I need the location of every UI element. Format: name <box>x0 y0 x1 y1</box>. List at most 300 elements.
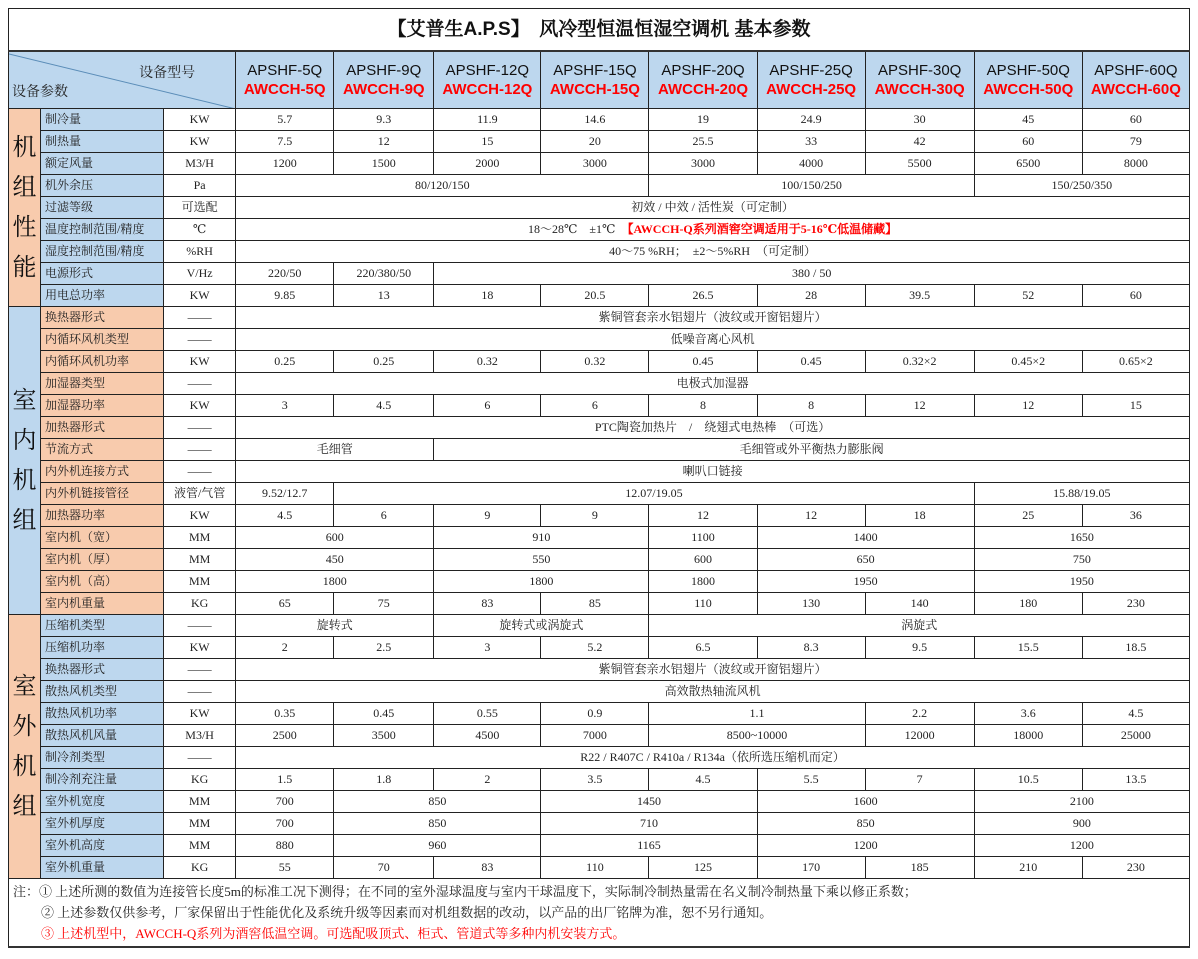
model-label: 设备型号 <box>139 64 196 80</box>
value-cell <box>757 395 865 417</box>
param-name: 室外机重量 <box>41 857 164 879</box>
value-text: 8000 <box>1123 156 1148 170</box>
table-row <box>9 395 1190 417</box>
value-text: 79 <box>1129 134 1142 148</box>
value-cell <box>236 527 434 549</box>
value-text: 0.45 <box>800 354 822 368</box>
value-text: 3.6 <box>1020 706 1036 720</box>
param-unit: KW <box>164 637 236 659</box>
value-cell <box>974 285 1082 307</box>
value-text: 75 <box>377 596 390 610</box>
value-cell <box>236 505 334 527</box>
table-row <box>9 593 1190 615</box>
value-cell <box>865 637 974 659</box>
value-text: 230 <box>1126 860 1145 874</box>
value-cell <box>236 153 334 175</box>
value-text: 1800 <box>529 574 554 588</box>
value-cell <box>541 637 649 659</box>
value-cell <box>541 395 649 417</box>
value-text: 2.5 <box>376 640 392 654</box>
value-cell <box>649 725 865 747</box>
param-unit: Pa <box>164 175 236 197</box>
value-text: 18～28℃ ±1℃ <box>528 222 628 236</box>
model-code-apshf: APSHF-12Q <box>445 62 530 79</box>
value-text: 25.5 <box>692 134 714 148</box>
value-cell <box>974 351 1082 373</box>
value-text: 65 <box>278 596 291 610</box>
value-cell <box>236 175 649 197</box>
value-cell <box>649 593 757 615</box>
value-cell <box>865 285 974 307</box>
value-text: 12 <box>913 398 926 412</box>
table-row <box>9 527 1190 549</box>
model-code-awcch: AWCCH-50Q <box>983 81 1074 98</box>
value-text: 0.65×2 <box>1119 354 1153 368</box>
value-text: 涡旋式 <box>901 618 938 632</box>
value-cell <box>865 395 974 417</box>
param-unit: 可选配 <box>164 197 236 219</box>
value-text: 9.3 <box>376 112 392 126</box>
param-name: 湿度控制范围/精度 <box>41 241 164 263</box>
value-cell <box>334 131 434 153</box>
value-text: 8 <box>700 398 706 412</box>
param-unit: KG <box>164 769 236 791</box>
value-text: 750 <box>1072 552 1091 566</box>
value-text: 140 <box>910 596 929 610</box>
model-header <box>649 51 757 109</box>
value-cell <box>541 835 757 857</box>
value-cell <box>974 835 1189 857</box>
value-cell <box>334 505 434 527</box>
model-code-awcch: AWCCH-25Q <box>766 81 857 98</box>
param-name: 温度控制范围/精度 <box>41 219 164 241</box>
value-text: 0.32×2 <box>902 354 937 368</box>
value-cell <box>649 527 757 549</box>
value-text: 0.55 <box>476 706 498 720</box>
value-text: 3 <box>484 640 491 654</box>
value-text: 42 <box>913 134 926 148</box>
value-text: 220/50 <box>268 266 302 280</box>
value-cell <box>434 549 649 571</box>
param-name: 压缩机功率 <box>41 637 164 659</box>
value-cell <box>236 197 1190 219</box>
value-text: 40～75 %RH； ±2～5%RH （可定制） <box>609 244 817 258</box>
value-cell <box>1082 285 1189 307</box>
value-cell <box>334 637 434 659</box>
value-text: 1800 <box>691 574 715 588</box>
value-text: 3 <box>281 398 288 412</box>
param-unit: —— <box>164 329 236 351</box>
value-text: 18.5 <box>1125 640 1147 654</box>
table-row <box>9 549 1190 571</box>
value-text: 130 <box>802 596 821 610</box>
value-cell <box>236 307 1190 329</box>
value-cell <box>434 439 1190 461</box>
value-cell <box>649 351 757 373</box>
value-text: 初效 / 中效 / 活性炭（可定制） <box>631 200 794 214</box>
param-name: 制冷量 <box>41 109 164 131</box>
notes <box>9 879 1190 948</box>
param-unit: V/Hz <box>164 263 236 285</box>
param-unit: KW <box>164 109 236 131</box>
value-cell <box>236 637 334 659</box>
value-cell <box>1082 131 1189 153</box>
table-row <box>9 197 1190 219</box>
value-text: 15 <box>1129 398 1142 412</box>
table-row <box>9 637 1190 659</box>
value-cell <box>865 505 974 527</box>
value-cell <box>865 351 974 373</box>
value-cell <box>236 285 334 307</box>
param-unit: —— <box>164 373 236 395</box>
table-row <box>9 351 1190 373</box>
value-cell <box>236 769 334 791</box>
value-text: 1200 <box>272 156 297 170</box>
table-row <box>9 417 1190 439</box>
value-text: 1800 <box>322 574 347 588</box>
value-text: 6 <box>484 398 491 412</box>
param-name: 室内机（高） <box>41 571 164 593</box>
value-cell <box>757 527 974 549</box>
value-cell <box>334 351 434 373</box>
value-cell <box>236 791 334 813</box>
value-cell <box>974 703 1082 725</box>
table-row <box>9 131 1190 153</box>
value-text: 0.9 <box>587 706 603 720</box>
value-text: 85 <box>588 596 601 610</box>
value-text: 45 <box>1022 112 1035 126</box>
value-cell <box>974 857 1082 879</box>
value-text: R22 / R407C / R410a / R134a（依所选压缩机而定） <box>580 750 845 764</box>
value-text: 910 <box>532 530 551 544</box>
value-cell <box>974 549 1189 571</box>
value-text: 12 <box>1022 398 1035 412</box>
value-text: 0.25 <box>274 354 296 368</box>
value-text: 9.52/12.7 <box>262 486 308 500</box>
value-text: 10.5 <box>1017 772 1039 786</box>
value-text: 9 <box>591 508 598 522</box>
value-cell <box>541 153 649 175</box>
value-cell <box>1082 857 1189 879</box>
model-code-apshf: APSHF-9Q <box>346 62 422 79</box>
page-title: 【艾普生A.P.S】 风冷型恒温恒湿空调机 基本参数 <box>9 9 1190 52</box>
param-unit: KG <box>164 593 236 615</box>
value-cell <box>541 593 649 615</box>
model-header <box>334 51 434 109</box>
value-text: 1600 <box>853 794 878 808</box>
value-cell <box>974 527 1189 549</box>
value-cell <box>757 285 865 307</box>
value-cell <box>236 395 334 417</box>
model-code-awcch: AWCCH-9Q <box>342 81 425 98</box>
table-row <box>9 175 1190 197</box>
value-text: 710 <box>639 816 658 830</box>
value-text: 30 <box>913 112 926 126</box>
value-cell <box>434 725 541 747</box>
param-name: 制冷剂充注量 <box>41 769 164 791</box>
value-cell <box>236 263 334 285</box>
value-text: 70 <box>377 860 390 874</box>
value-cell <box>974 175 1189 197</box>
value-cell <box>334 835 541 857</box>
header-corner <box>9 51 236 109</box>
param-unit: KW <box>164 703 236 725</box>
value-text: 1950 <box>1069 574 1094 588</box>
value-cell <box>1082 395 1189 417</box>
param-unit: MM <box>164 791 236 813</box>
section-label: 室外机组 <box>9 615 41 879</box>
value-cell <box>236 219 1190 241</box>
param-name: 加热器形式 <box>41 417 164 439</box>
value-text: 6500 <box>1016 156 1041 170</box>
value-text: 1400 <box>853 530 878 544</box>
value-text: 650 <box>856 552 875 566</box>
param-unit: MM <box>164 527 236 549</box>
value-text: 83 <box>481 860 494 874</box>
param-unit: %RH <box>164 241 236 263</box>
value-text: 2500 <box>272 728 297 742</box>
param-name: 压缩机类型 <box>41 615 164 637</box>
value-text: 450 <box>325 552 344 566</box>
table-row <box>9 373 1190 395</box>
value-cell <box>334 813 541 835</box>
value-cell <box>334 769 434 791</box>
value-text: 旋转式或涡旋式 <box>499 618 584 632</box>
value-cell <box>236 131 334 153</box>
value-text: 960 <box>428 838 447 852</box>
value-cell <box>649 637 757 659</box>
value-text: 150/250/350 <box>1051 178 1113 192</box>
table-row <box>9 153 1190 175</box>
value-cell <box>236 109 334 131</box>
param-unit: M3/H <box>164 725 236 747</box>
value-cell <box>434 109 541 131</box>
section-label: 机组性能 <box>9 109 41 307</box>
param-name: 散热风机功率 <box>41 703 164 725</box>
value-text: 700 <box>275 794 294 808</box>
value-cell <box>649 131 757 153</box>
value-text: 2100 <box>1069 794 1094 808</box>
value-cell <box>434 769 541 791</box>
value-cell <box>757 791 974 813</box>
value-text: 110 <box>586 860 604 874</box>
value-cell <box>236 241 1190 263</box>
value-cell <box>865 131 974 153</box>
value-text: 0.35 <box>274 706 296 720</box>
value-text: 880 <box>275 838 294 852</box>
param-unit: —— <box>164 615 236 637</box>
value-text: 600 <box>325 530 344 544</box>
param-unit: KW <box>164 395 236 417</box>
param-unit: KG <box>164 857 236 879</box>
value-text: 12 <box>377 134 390 148</box>
value-text: 4500 <box>475 728 500 742</box>
value-text: 1500 <box>371 156 396 170</box>
value-text: 12.07/19.05 <box>625 486 683 500</box>
value-cell <box>974 109 1082 131</box>
value-text: 2000 <box>475 156 500 170</box>
value-text: 4.5 <box>376 398 392 412</box>
value-text: 25000 <box>1120 728 1151 742</box>
value-cell <box>236 857 334 879</box>
value-cell <box>541 725 649 747</box>
value-cell <box>1082 505 1189 527</box>
value-cell <box>649 175 974 197</box>
param-name: 室外机厚度 <box>41 813 164 835</box>
value-cell <box>541 769 649 791</box>
value-text: 110 <box>694 596 712 610</box>
table-row <box>9 307 1190 329</box>
param-name: 内循环风机类型 <box>41 329 164 351</box>
value-text: 3500 <box>371 728 396 742</box>
note-line <box>13 881 1185 902</box>
value-cell <box>236 373 1190 395</box>
value-text: 5.2 <box>587 640 603 654</box>
table-row <box>9 725 1190 747</box>
value-text: 26.5 <box>692 288 714 302</box>
value-text: 100/150/250 <box>781 178 842 192</box>
value-cell <box>334 153 434 175</box>
value-text: 125 <box>694 860 712 874</box>
table-row <box>9 857 1190 879</box>
value-cell <box>974 725 1082 747</box>
value-text: 14.6 <box>584 112 606 126</box>
value-text: 5.5 <box>803 772 819 786</box>
value-text: 0.32 <box>476 354 498 368</box>
value-text: 4.5 <box>695 772 711 786</box>
value-cell <box>334 109 434 131</box>
value-text: 8 <box>808 398 815 412</box>
value-text: 4000 <box>799 156 824 170</box>
value-text: 6.5 <box>695 640 711 654</box>
value-text: 11.9 <box>477 112 498 126</box>
param-name: 换热器形式 <box>41 307 164 329</box>
value-text: 6 <box>591 398 598 412</box>
table-row <box>9 439 1190 461</box>
param-unit: 液管/气管 <box>164 483 236 505</box>
value-cell <box>974 769 1082 791</box>
param-name: 机外余压 <box>41 175 164 197</box>
table-row <box>9 285 1190 307</box>
value-cell <box>541 109 649 131</box>
value-cell <box>434 263 1190 285</box>
value-text: 60 <box>1022 134 1035 148</box>
model-code-apshf: APSHF-15Q <box>553 62 637 79</box>
model-header <box>974 51 1082 109</box>
value-text: 1.8 <box>376 772 392 786</box>
param-unit: MM <box>164 571 236 593</box>
value-cell <box>757 571 974 593</box>
value-text: 0.25 <box>373 354 395 368</box>
value-cell <box>434 527 649 549</box>
value-cell <box>1082 703 1189 725</box>
value-text: 850 <box>428 816 447 830</box>
param-unit: KW <box>164 505 236 527</box>
value-cell <box>541 791 757 813</box>
value-text: 12 <box>805 508 818 522</box>
value-cell <box>1082 593 1189 615</box>
param-unit: —— <box>164 681 236 703</box>
value-text: 19 <box>697 112 709 126</box>
value-text: 1200 <box>1069 838 1094 852</box>
value-cell <box>649 857 757 879</box>
value-cell <box>649 153 757 175</box>
param-name: 室外机宽度 <box>41 791 164 813</box>
value-cell <box>757 549 974 571</box>
value-cell <box>334 703 434 725</box>
note-text: ② 上述参数仅供参考，厂家保留出于性能优化及系统升级等因素而对机组数据的改动，以产品的出厂铭牌为准，恕不另行通知。 <box>41 905 773 920</box>
value-cell <box>334 285 434 307</box>
param-unit: KW <box>164 351 236 373</box>
value-cell <box>236 835 334 857</box>
param-name: 室内机（厚） <box>41 549 164 571</box>
param-label: 设备参数 <box>12 83 68 99</box>
value-cell <box>236 571 434 593</box>
value-text: 旋转式 <box>316 618 353 632</box>
value-text: 0.32 <box>584 354 606 368</box>
value-text: 8500~10000 <box>726 728 788 742</box>
value-cell <box>334 593 434 615</box>
value-text: 550 <box>532 552 551 566</box>
value-text: 6 <box>380 508 387 522</box>
value-cell <box>757 109 865 131</box>
value-text: 20.5 <box>584 288 606 302</box>
value-text: 8.3 <box>803 640 819 654</box>
param-name: 换热器形式 <box>41 659 164 681</box>
notes-prefix: 注： <box>13 884 40 899</box>
value-cell <box>434 153 541 175</box>
model-header <box>1082 51 1189 109</box>
table-row <box>9 791 1190 813</box>
value-cell <box>1082 109 1189 131</box>
value-text: 20 <box>588 134 601 148</box>
value-text: 1100 <box>691 530 715 544</box>
value-text: 毛细管 <box>316 442 353 456</box>
value-cell <box>649 395 757 417</box>
value-cell <box>541 285 649 307</box>
value-cell <box>434 285 541 307</box>
value-text: 210 <box>1019 860 1038 874</box>
param-unit: —— <box>164 659 236 681</box>
value-text: 7.5 <box>277 134 293 148</box>
value-cell <box>757 131 865 153</box>
value-cell <box>865 153 974 175</box>
value-text: 3000 <box>691 156 715 170</box>
value-cell <box>334 483 974 505</box>
model-header <box>865 51 974 109</box>
value-text: 180 <box>1019 596 1038 610</box>
value-text: 55 <box>278 860 291 874</box>
table-row <box>9 703 1190 725</box>
value-text: 36 <box>1129 508 1142 522</box>
value-text: 喇叭口链接 <box>682 464 743 478</box>
value-cell <box>1082 769 1189 791</box>
value-cell <box>236 351 334 373</box>
value-cell <box>236 615 434 637</box>
param-unit: MM <box>164 813 236 835</box>
value-cell <box>865 109 974 131</box>
model-code-awcch: AWCCH-60Q <box>1090 81 1181 98</box>
value-cell <box>974 483 1189 505</box>
value-cell <box>649 549 757 571</box>
value-text: 15.88/19.05 <box>1053 486 1111 500</box>
value-cell <box>334 395 434 417</box>
value-cell <box>541 351 649 373</box>
param-name: 散热风机类型 <box>41 681 164 703</box>
value-cell <box>434 615 649 637</box>
value-cell <box>757 835 974 857</box>
value-cell <box>434 857 541 879</box>
